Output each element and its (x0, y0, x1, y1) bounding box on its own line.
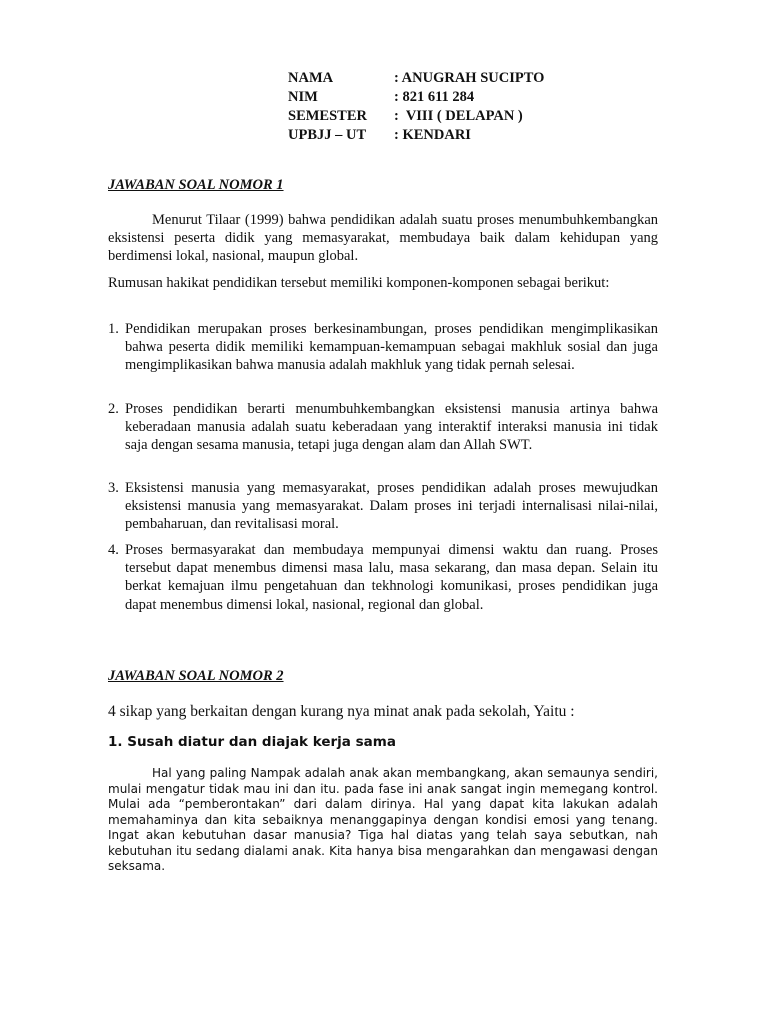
list-item-text: Proses pendidikan berarti menumbuhkembangkan eksistensi manusia artinya bahwa keberadaan manusia adalah suatu keberadaan yang interaktif interaksi manusia ini tidak saja dengan sesama manusia, tetapi juga dengan alam dan Allah SWT. (125, 401, 658, 454)
header-value: : KENDARI (394, 127, 471, 143)
list-item-number: 1. (108, 321, 119, 337)
section1-paragraph-2: Rumusan hakikat pendidikan tersebut memiliki komponen-komponen sebagai berikut: (108, 275, 610, 291)
section2-sub-heading: 1. Susah diatur dan diajak kerja sama (108, 734, 396, 750)
header-label: NAMA (288, 70, 334, 86)
section2-heading: JAWABAN SOAL NOMOR 2 (108, 668, 284, 684)
identity-header (288, 69, 544, 145)
list-item (108, 400, 658, 455)
list-item-text: Pendidikan merupakan proses berkesinambungan, proses pendidikan mengimplikasikan bahwa peserta didik memiliki kemampuan-kemampuan sebagai makhluk sosial dan juga mengimplikasikan bahwa manusia adalah makhluk yang tidak pernah selesai. (125, 321, 658, 374)
section2-intro: 4 sikap yang berkaitan dengan kurang nya minat anak pada sekolah, Yaitu : (108, 703, 575, 720)
list-item-number: 3. (108, 480, 119, 496)
header-label: SEMESTER (288, 108, 367, 124)
list-item-text: Eksistensi manusia yang memasyarakat, proses pendidikan adalah proses mewujudkan eksistensi manusia yang memasyarakat. Dalam proses ini terjadi internalisasi nilai-nilai, pembaharuan, dan revitalisasi moral. (125, 480, 658, 533)
header-value: : 821 611 284 (394, 89, 475, 105)
section1-paragraph-1: Menurut Tilaar (1999) bahwa pendidikan adalah suatu proses menumbuhkembangkan eksistensi peserta didik yang memasyarakat, membudaya baik dalam kehidupan yang berdimensi lokal, nasional, maupun global. (108, 212, 658, 265)
list-item (108, 541, 658, 614)
header-value: : VIII ( DELAPAN ) (394, 108, 523, 124)
header-value: : ANUGRAH SUCIPTO (394, 70, 545, 86)
section2-paragraph: Hal yang paling Nampak adalah anak akan membangkang, akan semaunya sendiri, mulai mengatur tidak mau ini dan itu. pada fase ini anak sangat ingin memegang kontrol. Mulai ada “pemberontakan” dari dalam dirinya. Hal yang dapat kita lakukan adalah memahaminya dan kita sebaiknya menanggapinya dengan kondisi emosi yang tenang. Ingat akan kebutuhan dasar manusia? Tiga hal diatas yang telah saya sebutkan, nah kebutuhan itu sedang dialami anak. Kita hanya bisa mengarahkan dan mengawasi dengan seksama. (108, 766, 658, 873)
list-item-number: 2. (108, 401, 119, 417)
section1-heading: JAWABAN SOAL NOMOR 1 (108, 177, 284, 193)
header-row-upbjj (288, 126, 544, 145)
header-row-nama (288, 69, 544, 88)
list-item-number: 4. (108, 542, 119, 558)
header-label: NIM (288, 89, 318, 105)
list-item (108, 479, 658, 534)
header-row-nim (288, 88, 544, 107)
header-label: UPBJJ – UT (288, 127, 367, 143)
header-row-semester (288, 107, 544, 126)
list-item (108, 320, 658, 375)
list-item-text: Proses bermasyarakat dan membudaya mempunyai dimensi waktu dan ruang. Proses tersebut dapat menembus dimensi masa lalu, masa sekarang, dan masa depan. Selain itu berkat kemajuan ilmu pengetahuan dan tekhnologi komunikasi, proses pendidikan juga dapat menembus dimensi lokal, nasional, regional dan global. (125, 542, 658, 613)
